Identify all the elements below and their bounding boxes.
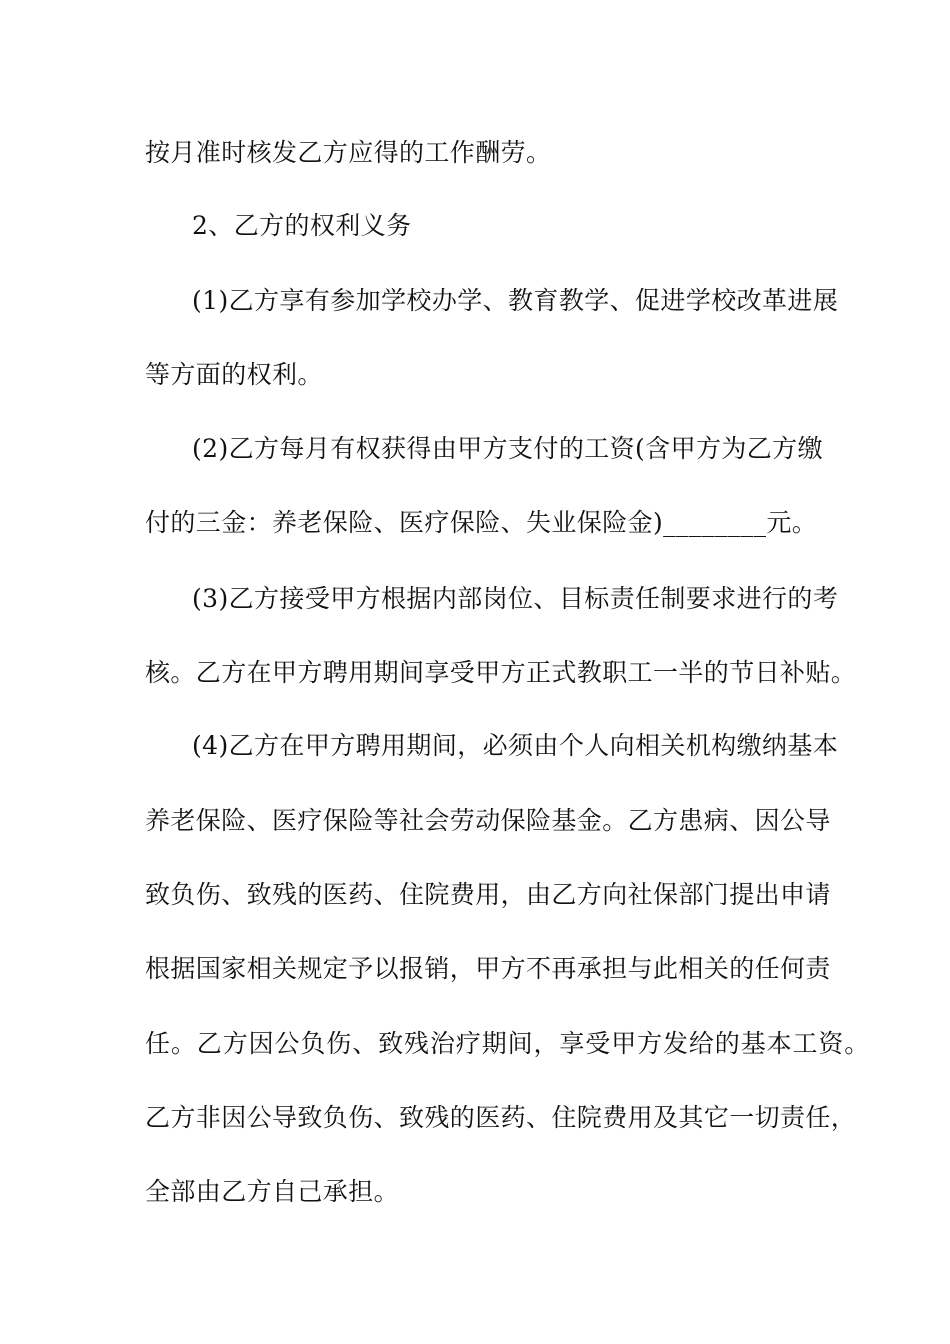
text-line: 付的三金：养老保险、医疗保险、失业保险金)________元。 <box>145 508 818 537</box>
section-heading: 2、乙方的权利义务 <box>192 211 412 240</box>
text-line: (4)乙方在甲方聘用期间，必须由个人向相关机构缴纳基本 <box>192 731 839 760</box>
text-line: 根据国家相关规定予以报销，甲方不再承担与此相关的任何责 <box>145 954 831 983</box>
text-line: 任。乙方因公负伤、致残治疗期间，享受甲方发给的基本工资。 <box>145 1029 871 1058</box>
text-line: 等方面的权利。 <box>145 360 323 389</box>
text-line: 致负伤、致残的医药、住院费用，由乙方向社保部门提出申请 <box>145 880 831 909</box>
text-line: 全部由乙方自己承担。 <box>145 1177 400 1206</box>
text-line: (1)乙方享有参加学校办学、教育教学、促进学校改革进展 <box>192 286 839 315</box>
text-line: (2)乙方每月有权获得由甲方支付的工资(含甲方为乙方缴 <box>192 434 823 463</box>
text-line: 按月准时核发乙方应得的工作酬劳。 <box>145 138 552 167</box>
text-line: (3)乙方接受甲方根据内部岗位、目标责任制要求进行的考 <box>192 584 839 613</box>
text-line: 乙方非因公导致负伤、致残的医药、住院费用及其它一切责任， <box>145 1103 857 1132</box>
text-line: 核。乙方在甲方聘用期间享受甲方正式教职工一半的节日补贴。 <box>145 658 857 687</box>
text-line: 养老保险、医疗保险等社会劳动保险基金。乙方患病、因公导 <box>145 806 831 835</box>
